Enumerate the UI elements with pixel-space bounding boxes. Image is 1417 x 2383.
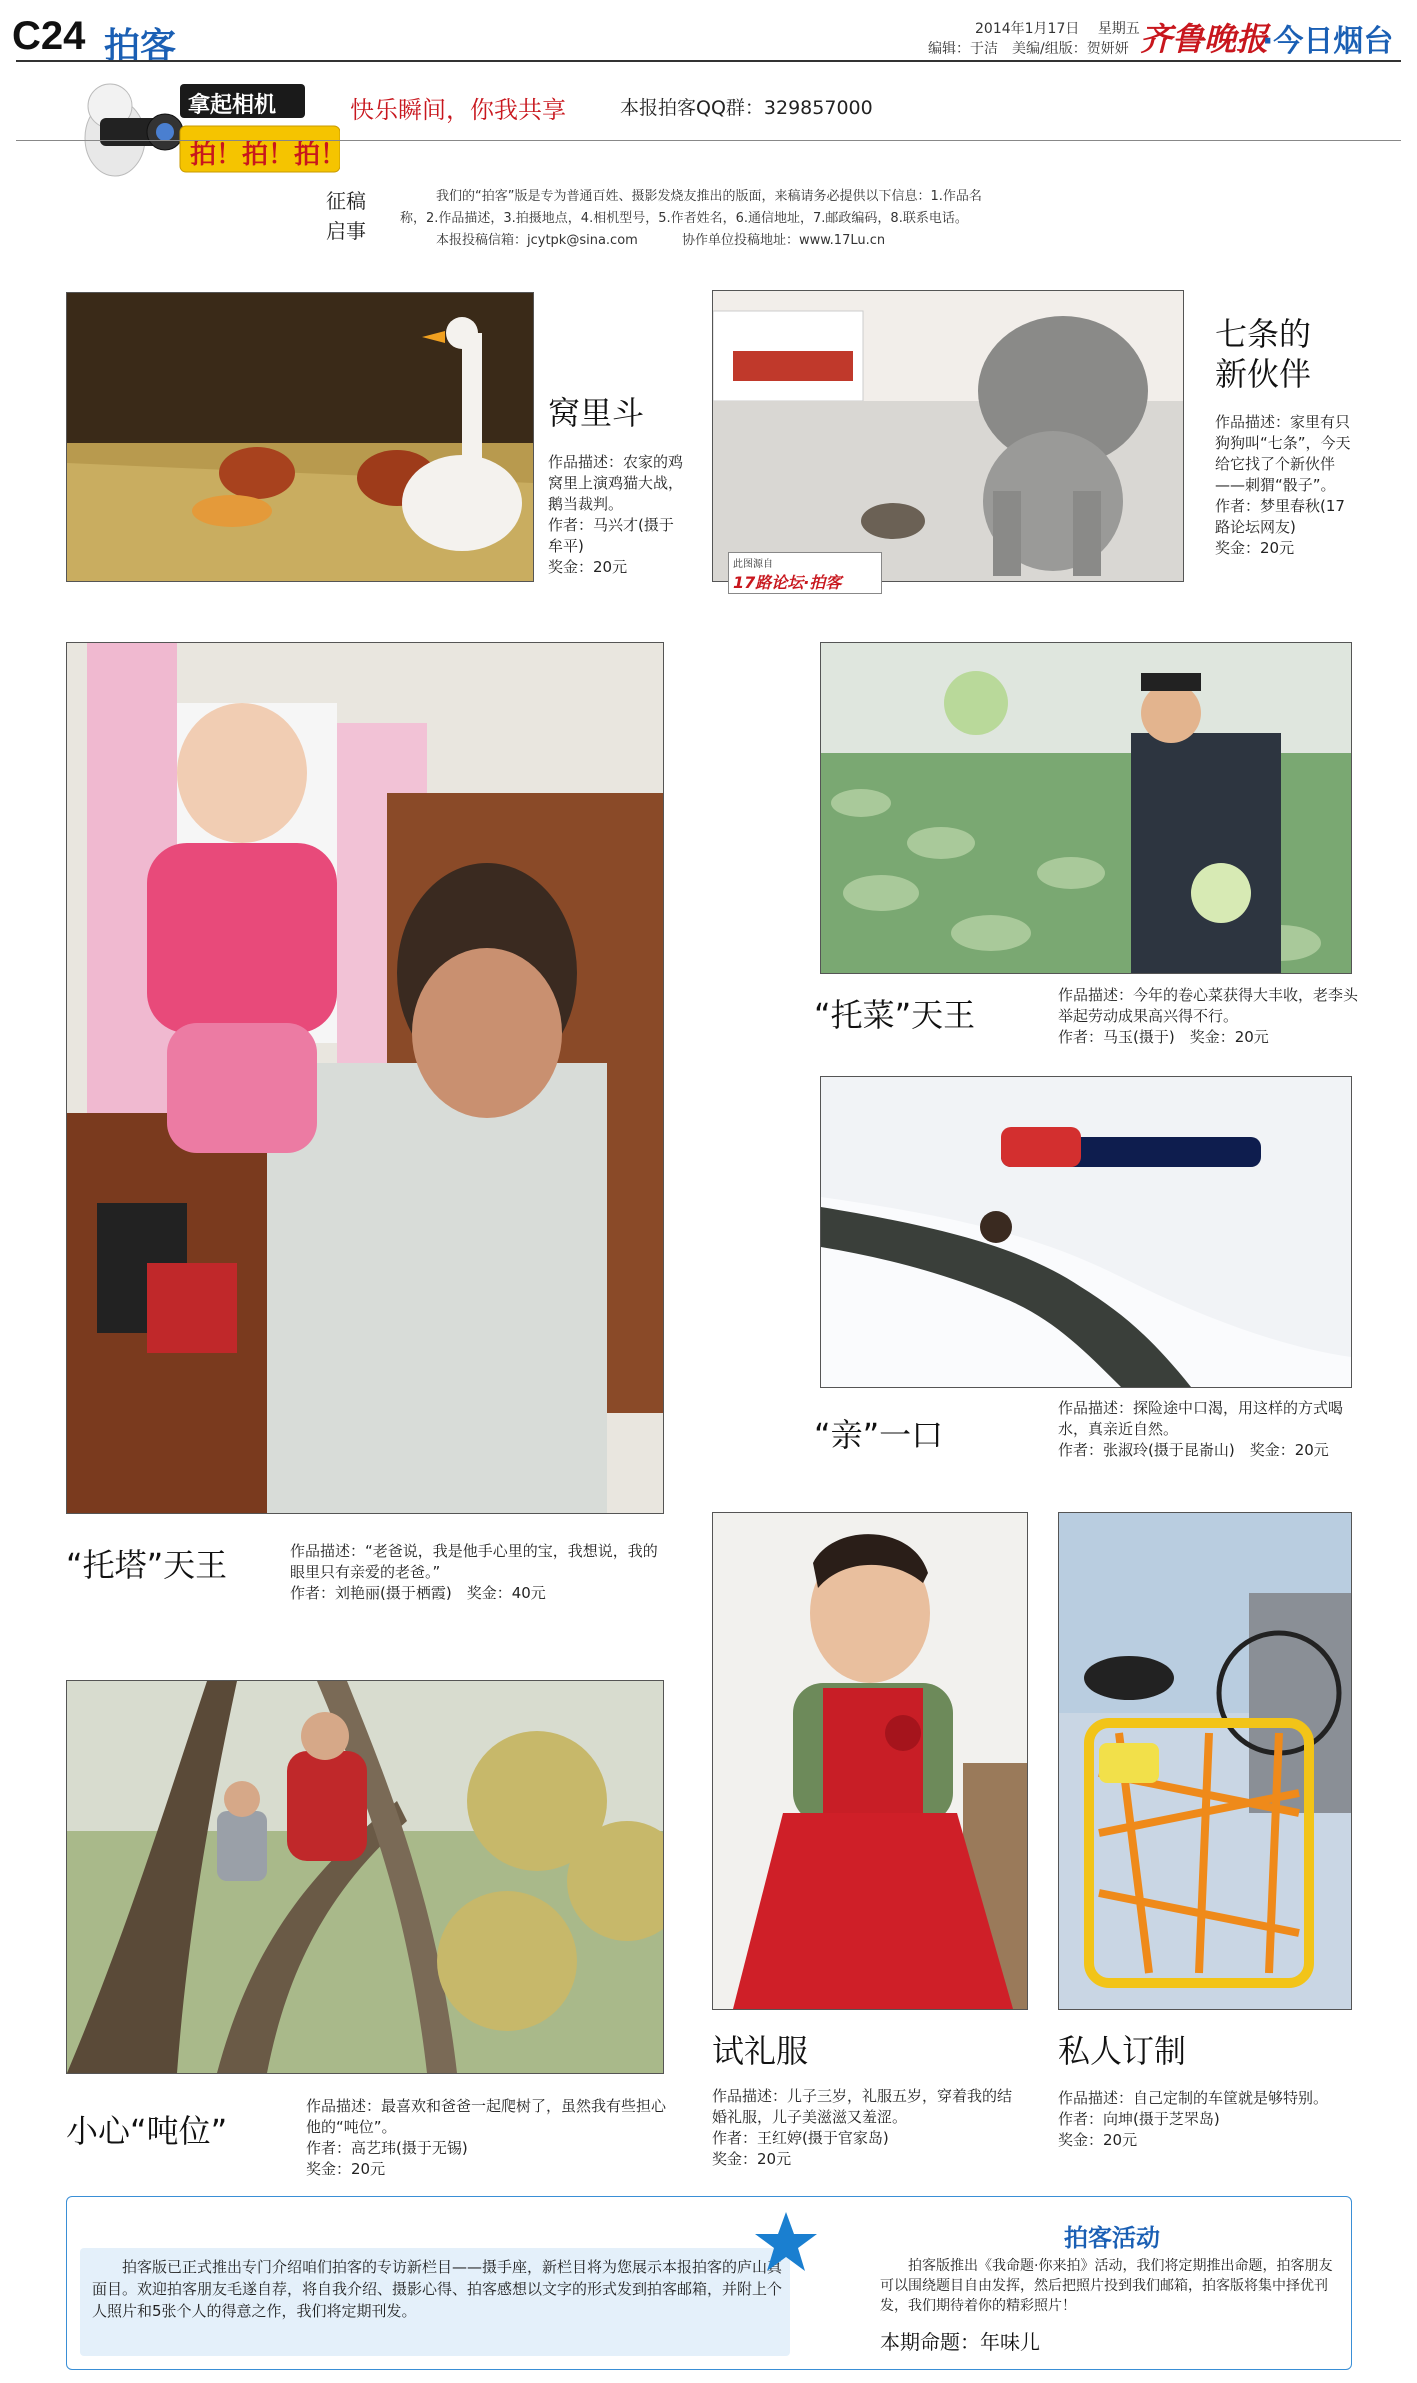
story1-author: 作者：马兴才(摄于牟平) [548, 516, 674, 555]
photo-red-dress [712, 1512, 1028, 2010]
logo-line2: 拍！拍！拍！ [190, 140, 347, 170]
notice-label-line1: 征稿 [326, 189, 366, 213]
notice-email: 本报投稿信箱：jcytpk@sina.com [436, 233, 638, 248]
story7-title: 试礼服 [712, 2032, 809, 2070]
story2-title-line2: 新伙伴 [1215, 355, 1312, 393]
edition: ·今日烟台 [1262, 24, 1394, 59]
story6-caption [306, 2096, 666, 2180]
banner-rule [16, 140, 1401, 141]
story5-desc: 作品描述：探险途中口渴，用这样的方式喝水，真亲近自然。 [1058, 1399, 1344, 1438]
story6-author: 作者：高艺玮(摄于无锡) [306, 2139, 468, 2157]
source-label: 此图源自 [733, 559, 773, 570]
page-code: C24 [12, 14, 86, 58]
story2-caption [1215, 412, 1355, 559]
source-name: 17路论坛·拍客 [733, 573, 842, 592]
story4-desc: 作品描述：今年的卷心菜获得大丰收，老李头举起劳动成果高兴得不行。 [1058, 986, 1359, 1025]
story2-prize: 奖金：20元 [1215, 539, 1295, 557]
story1-title: 窝里斗 [548, 394, 645, 432]
story6-desc: 作品描述：最喜欢和爸爸一起爬树了，虽然我有些担心他的“吨位”。 [306, 2097, 667, 2136]
story8-caption [1058, 2088, 1348, 2151]
story2-title-line1: 七条的 [1215, 315, 1312, 353]
qq-group: 本报拍客QQ群：329857000 [620, 97, 873, 119]
editors: 编辑：于洁 美编/组版：贺妍妍 [928, 41, 1129, 57]
story5-title: “亲”一口 [814, 1416, 944, 1454]
story5-author-prize: 作者：张淑玲(摄于昆嵛山) 奖金：20元 [1058, 1441, 1329, 1459]
photo-chicken-coop [66, 292, 534, 582]
activity-text: 拍客版推出《我命题·你来拍》活动，我们将定期推出命题，拍客朋友可以围绕题目自由发挥，然后把照片投到我们邮箱，拍客版将集中择优刊发，我们期待着你的精彩照片！ [880, 2258, 1333, 2314]
star-icon [754, 2210, 818, 2274]
notice-line2: 称，2.作品描述，3.拍摄地点，4.相机型号，5.作者姓名，6.通信地址，7.邮政编码，8.联系电话。 [400, 211, 968, 226]
photo-tree-climbing [66, 1680, 664, 2074]
logo-line1: 拿起相机 [188, 93, 277, 118]
date-line [975, 18, 1140, 38]
notice-label [326, 186, 366, 246]
notice-line1: 我们的“拍客”版是专为普通百姓、摄影发烧友推出的版面，来稿请务必提供以下信息：1.作品名 [436, 189, 982, 204]
notice-contact [400, 230, 1105, 252]
source-tag [728, 552, 882, 594]
story7-prize: 奖金：20元 [712, 2150, 792, 2168]
story4-caption [1058, 985, 1358, 1048]
story3-title: “托塔”天王 [66, 1546, 228, 1584]
story5-caption [1058, 1398, 1358, 1461]
photo-drinking-stream [820, 1076, 1352, 1388]
story4-author-prize: 作者：马玉(摄于) 奖金：20元 [1058, 1028, 1269, 1046]
story1-caption [548, 452, 688, 578]
story7-author: 作者：王红婷(摄于官家岛) [712, 2129, 889, 2147]
header-rule [16, 60, 1401, 62]
activity-theme: 本期命题：年味儿 [880, 2330, 1040, 2354]
story2-desc: 作品描述：家里有只狗狗叫“七条”，今天给它找了个新伙伴——刺猬“骰子”。 [1215, 413, 1351, 494]
story6-prize: 奖金：20元 [306, 2160, 386, 2178]
story1-prize: 奖金：20元 [548, 558, 628, 576]
story8-desc: 作品描述：自己定制的车筐就是够特别。 [1058, 2089, 1329, 2107]
story8-title: 私人订制 [1058, 2032, 1187, 2070]
photo-cabbage-man [820, 642, 1352, 974]
footer-left-text: 拍客版已正式推出专门介绍咱们拍客的专访新栏目——摄手座，新栏目将为您展示本报拍客的庐山真面目。欢迎拍客朋友毛遂自荐，将自我介绍、摄影心得、拍客感想以文字的形式发到拍客邮箱，并附上个人照片和5张个人的得意之作，我们将定期刊发。 [92, 2258, 783, 2320]
notice-partner: 协作单位投稿地址：www.17Lu.cn [681, 233, 886, 248]
paper-name: 齐鲁晚报 [1140, 20, 1269, 58]
story1-desc: 作品描述：农家的鸡窝里上演鸡猫大战，鹅当裁判。 [548, 453, 684, 513]
story3-caption [290, 1541, 665, 1604]
story2-title [1215, 314, 1311, 394]
story2-author: 作者：梦里春秋(17路论坛网友) [1215, 497, 1345, 536]
story6-title: 小心“吨位” [66, 2112, 228, 2150]
photo-dog-hedgehog [712, 290, 1184, 582]
story7-desc: 作品描述：儿子三岁，礼服五岁，穿着我的结婚礼服，儿子美滋滋又羞涩。 [712, 2087, 1013, 2126]
story3-desc: 作品描述：“老爸说，我是他手心里的宝，我想说，我的眼里只有亲爱的老爸。” [290, 1542, 658, 1581]
story8-prize: 奖金：20元 [1058, 2131, 1138, 2149]
photo-bike-basket [1058, 1512, 1352, 2010]
photo-father-baby [66, 642, 664, 1514]
date: 2014年1月17日 [975, 21, 1080, 37]
weekday: 星期五 [1097, 21, 1140, 37]
slogan: 快乐瞬间，你我共享 [350, 96, 566, 124]
activity-title: 拍客活动 [1064, 2224, 1160, 2252]
section-title: 拍客 [104, 26, 177, 67]
story7-caption [712, 2086, 1012, 2170]
story8-author: 作者：向坤(摄于芝罘岛) [1058, 2110, 1220, 2128]
notice-text [400, 186, 1105, 252]
story3-author-prize: 作者：刘艳丽(摄于栖霞) 奖金：40元 [290, 1584, 546, 1602]
notice-label-line2: 启事 [326, 219, 366, 243]
story4-title: “托菜”天王 [814, 996, 976, 1034]
